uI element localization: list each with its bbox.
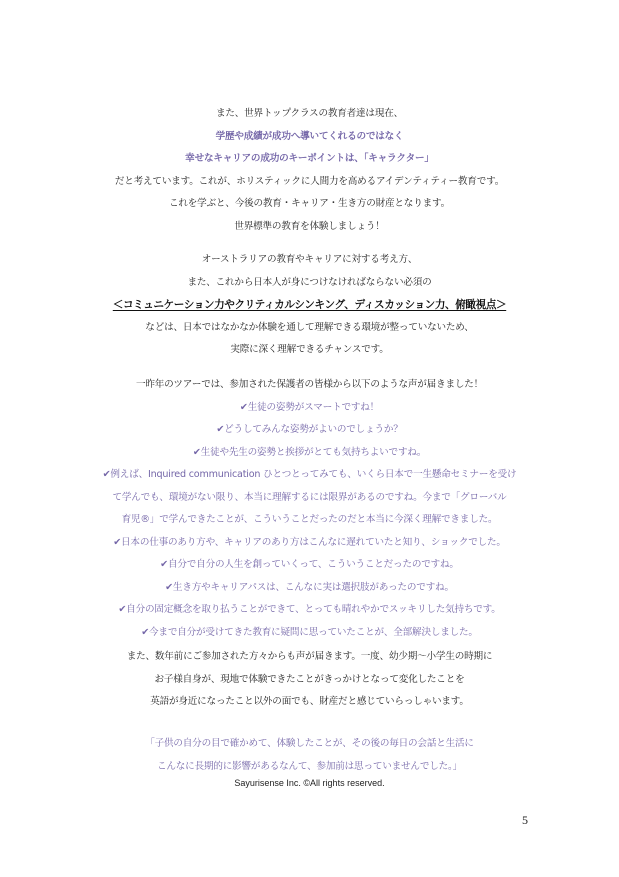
past-line-1: また、数年前にご参加された方々からも声が届きます。一度、幼少期〜小学生の時期に [126,651,493,662]
skills-section [0,249,619,362]
skills-heading-text: ＜コミュニケーション力やクリティカルシンキング、ディスカッション力、俯瞰視点＞ [112,299,507,311]
voice-item: ✔自分の固定概念を取り払うことができて、とっても晴れやかでスッキリした気持ちです。 [118,604,501,615]
voice-item: ✔例えば、Inquired communication ひとつとってみても、いくら日本で一生懸命セミナーを受け [102,469,517,480]
intro-emphasis-2: 幸せなキャリアの成功のキーポイントは、「キャラクター」 [185,153,434,164]
voice-item: ✔生き方やキャリアパスは、こんなに実は選択肢があったのですね。 [165,581,454,593]
voice-item: ✔今まで自分が受けてきた教育に疑問に思っていたことが、全部解決しました。 [141,626,478,638]
voice-item: ✔生徒や先生の姿勢と挨拶がとても気持ちよいですね。 [192,446,427,458]
intro-emphasis-1: 学歴や成績が成功へ導いてくれるのではなく [215,130,404,142]
skills-line-2: また、これから日本人が身につけなければならない必須の [187,276,432,288]
intro-line-4: だと考えています。これが、ホリスティックに人間力を高めるアイデンティティー教育です。 [114,175,505,187]
past-participants-section [0,646,619,714]
skills-line-5: 実際に深く理解できるチャンスです。 [230,344,389,355]
voice-item: ✔生徒の姿勢がスマートですね！ [239,401,380,413]
intro-line-6: 世界標準の教育を体験しましょう！ [234,220,385,232]
intro-section [0,103,619,238]
past-line-3: 英語が身近になったこと以外の面でも、財産だと感じていらっしゃいます。 [150,696,469,707]
footer [0,771,619,790]
quote-line-1: 「子供の自分の目で確かめて、体験したことが、その後の毎日の会話と生活に [145,738,474,749]
voice-item: て学んでも、環境がない限り、本当に理解するには限界があるのですね。今まで「グローバル [112,491,507,503]
skills-line-1: オーストラリアの教育やキャリアに対する考え方、 [201,254,418,265]
skills-line-4: などは、日本ではなかなか体験を通して理解できる環境が整っていないため、 [145,321,474,333]
voice-item: ✔自分で自分の人生を創っていくって、こういうことだったのですね。 [160,559,459,570]
intro-line-5: これを学ぶと、今後の教育・キャリア・生き方の財産となります。 [168,198,451,209]
skills-heading [0,294,619,317]
voices-section [0,374,619,644]
voice-item: ✔日本の仕事のあり方や、キャリアのあり方はこんなに遅れていたと知り、ショックでした。 [113,536,506,548]
page-number: 5 [522,813,528,827]
voice-item: ✔どうしてみんな姿勢がよいのでしょうか？ [216,424,403,435]
voice-item: 育児®」で学んできたことが、こういうことだったのだと本当に今深く理解できました。 [121,514,498,525]
voices-intro: 一昨年のツアーでは、参加された保護者の皆様から以下のような声が届きました！ [135,379,484,390]
copyright-text: Sayurisense Inc. ©All rights reserved. [234,778,385,788]
intro-line-1: また、世界トップクラスの教育者達は現在、 [215,108,403,119]
past-line-2: お子様自身が、現地で体験できたことがきっかけとなって変化したことを [154,673,465,685]
quote-line-2: こんなに長期的に影響があるなんて、参加前は思っていませんでした。」 [156,760,462,772]
